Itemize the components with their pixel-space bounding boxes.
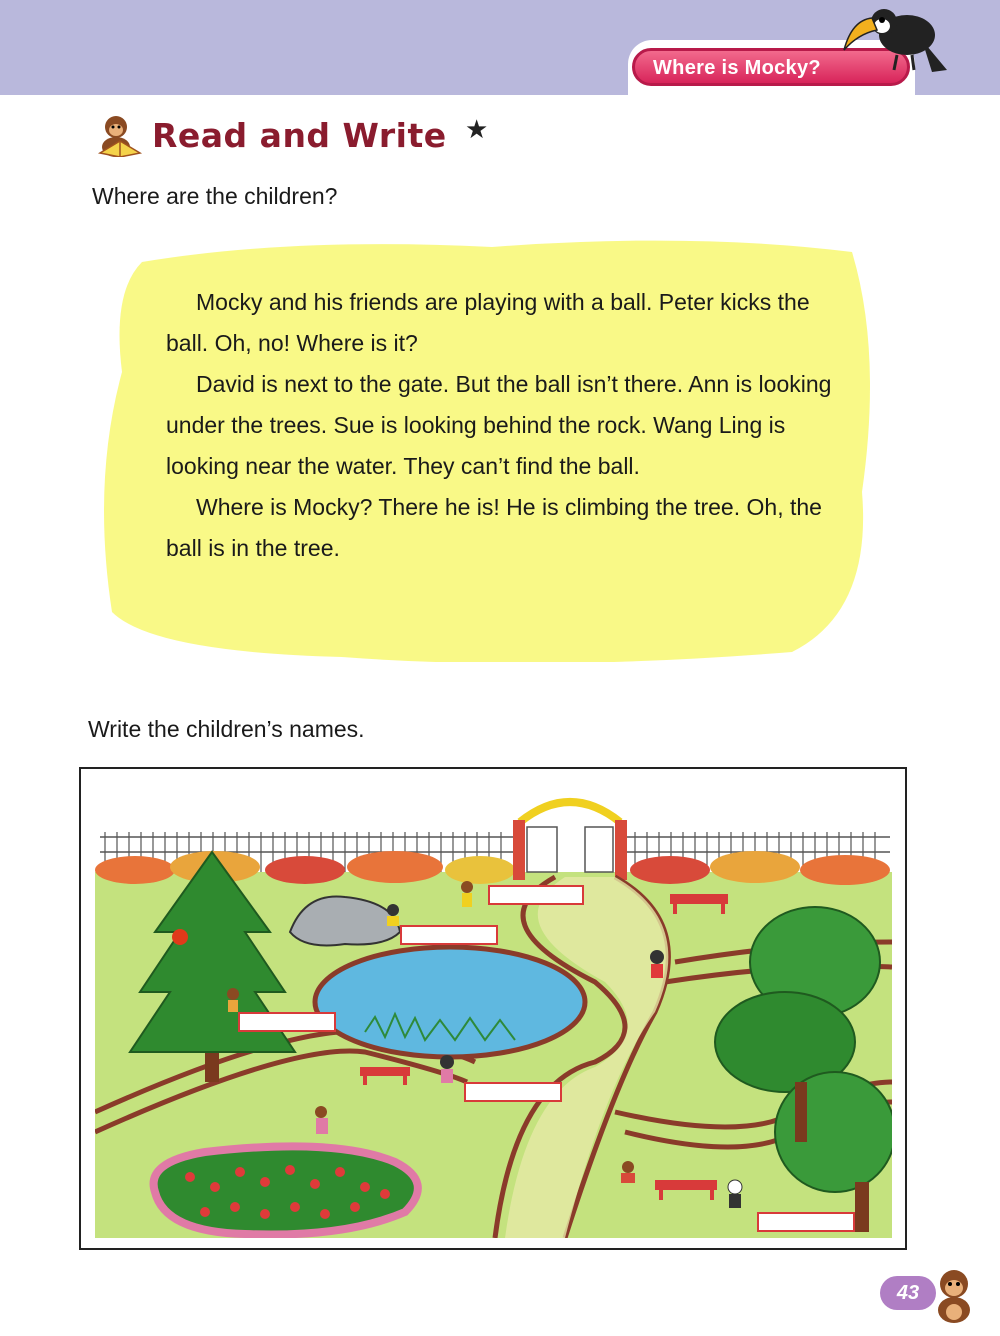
toucan-icon [822, 0, 952, 80]
section-title: Read and Write [152, 115, 447, 155]
story-paragraph-2: David is next to the gate. But the ball isn’t there. Ann is looking under the trees. Sue is looking behind the rock. Wang Ling is looking near the water. They can’t find the ball. [166, 371, 832, 479]
answer-box-5[interactable] [757, 1212, 855, 1232]
unit-title-badge: Where is Mocky? [632, 48, 910, 86]
instruction-text: Write the children’s names. [88, 716, 365, 742]
section-heading [92, 110, 447, 160]
answer-box-3[interactable] [238, 1012, 336, 1032]
question-text: Where are the children? [92, 183, 338, 209]
monkey-reading-icon [92, 113, 148, 157]
answer-box-2[interactable] [400, 925, 498, 945]
story-paragraph-3: Where is Mocky? There he is! He is climbing the tree. Oh, the ball is in the tree. [166, 494, 822, 561]
story-text [166, 282, 836, 569]
answer-box-1[interactable] [488, 885, 584, 905]
star-icon: ★ [465, 114, 489, 144]
pond-icon [315, 947, 585, 1057]
page-number: 43 [880, 1276, 936, 1310]
park-illustration [95, 782, 892, 1238]
story-paragraph-1: Mocky and his friends are playing with a ball. Peter kicks the ball. Oh, no! Where is it? [166, 289, 810, 356]
monkey-icon [928, 1266, 980, 1324]
answer-box-4[interactable] [464, 1082, 562, 1102]
flower-bed-icon [154, 1146, 418, 1234]
